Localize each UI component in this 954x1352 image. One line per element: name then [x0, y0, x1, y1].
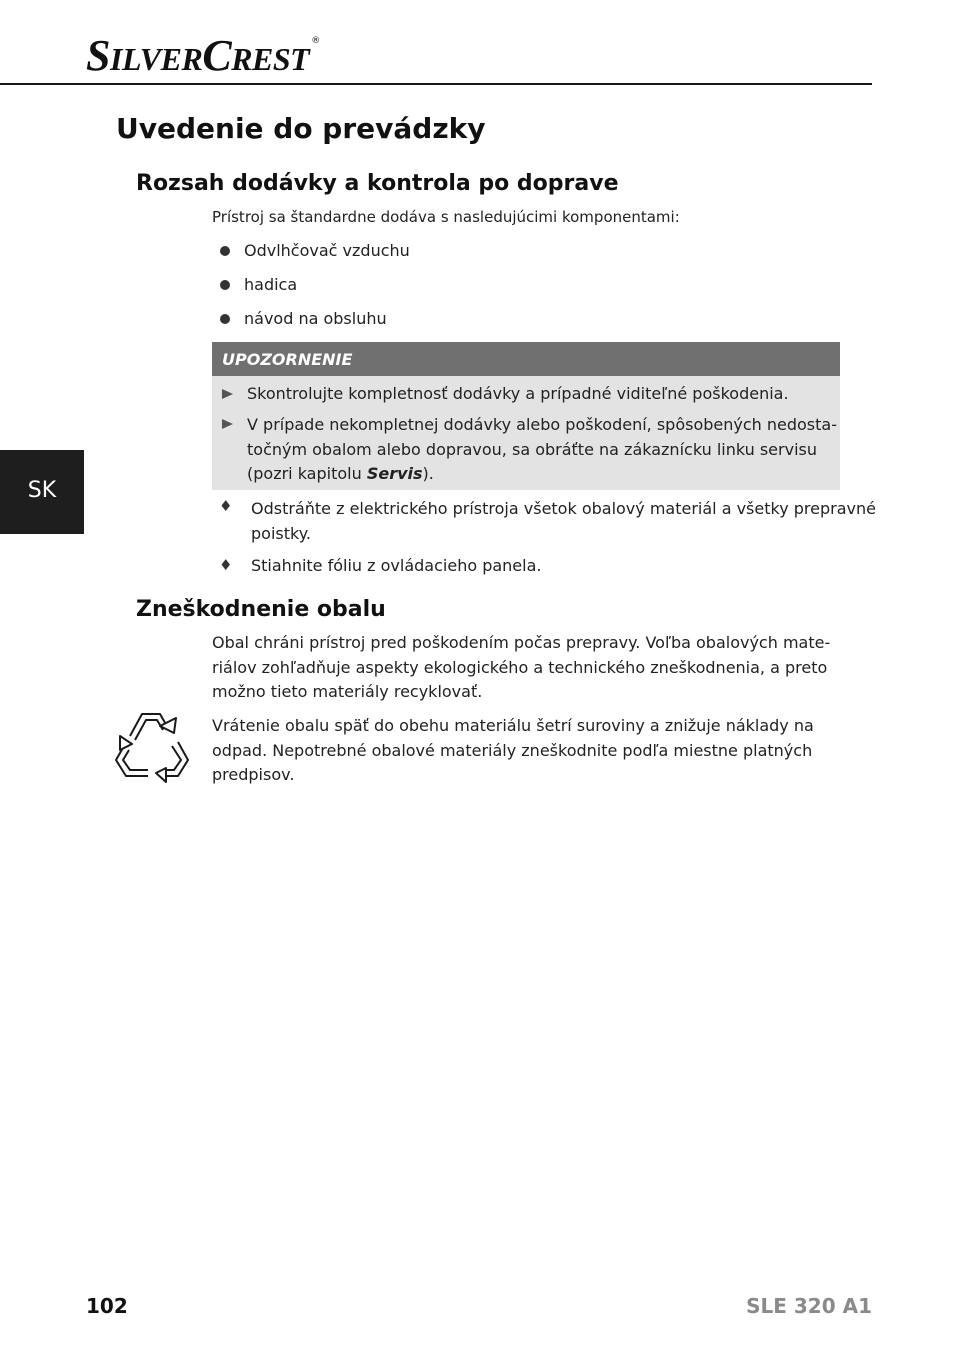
warning-item-2-line: točným obalom alebo dopravou, sa obráťte na zákaznícku linku servisu [247, 439, 817, 459]
disposal-paragraph-1 [212, 631, 830, 705]
logo-text: REST [231, 41, 310, 77]
warning-item-2 [247, 413, 837, 487]
list-item: Odvlhčovač vzduchu [244, 241, 410, 260]
disposal-paragraph-2 [212, 714, 814, 788]
warning-item-2-line [247, 462, 837, 487]
section-heading-delivery: Rozsah dodávky a kontrola po doprave [136, 171, 619, 196]
chapter-reference: Servis [366, 464, 423, 483]
bullet-icon [220, 246, 230, 256]
recycle-icon [108, 706, 194, 786]
step-2: Stiahnite fóliu z ovládacieho panela. [251, 556, 542, 575]
header-divider [0, 83, 872, 85]
paragraph-line: Vrátenie obalu späť do obehu materiálu šetrí suroviny a znižuje náklady na [212, 716, 814, 735]
diamond-bullet-icon: ♦ [219, 497, 233, 515]
logo-letter: C [202, 31, 232, 80]
section-heading-disposal: Zneškodnenie obalu [136, 597, 386, 622]
model-number: SLE 320 A1 [746, 1294, 872, 1318]
text-fragment: (pozri kapitolu [247, 464, 367, 483]
paragraph-line: odpad. Nepotrebné obalové materiály zneškodnite podľa miestne platných [212, 740, 813, 760]
logo-letter: S [86, 31, 110, 80]
warning-title: UPOZORNENIE [222, 350, 353, 369]
paragraph-line: predpisov. [212, 765, 295, 784]
bullet-icon [220, 280, 230, 290]
page-title: Uvedenie do prevádzky [116, 112, 486, 145]
list-item: návod na obsluhu [244, 309, 387, 328]
delivery-intro: Prístroj sa štandardne dodáva s nasledujúcimi komponentami: [212, 208, 680, 226]
step-line: poistky. [251, 524, 311, 543]
arrow-right-icon [222, 419, 233, 429]
bullet-icon [220, 314, 230, 324]
list-item: hadica [244, 275, 298, 294]
diamond-bullet-icon: ♦ [219, 556, 233, 574]
paragraph-line: možno tieto materiály recyklovať. [212, 682, 483, 701]
warning-item-1: Skontrolujte kompletnosť dodávky a prípadné viditeľné poškodenia. [247, 384, 789, 403]
warning-item-2-line: V prípade nekompletnej dodávky alebo poškodení, spôsobených nedosta- [247, 415, 837, 434]
page-number: 102 [86, 1294, 128, 1318]
registered-mark: ® [311, 36, 320, 46]
step-line: Odstráňte z elektrického prístroja všetok obalový materiál a všetky prepravné [251, 499, 876, 518]
arrow-right-icon [222, 389, 233, 399]
paragraph-line: Obal chráni prístroj pred poškodením počas prepravy. Voľba obalových mate- [212, 633, 831, 652]
paragraph-line: riálov zohľadňuje aspekty ekologického a technického zneškodnenia, a preto [212, 657, 828, 677]
brand-logo [86, 30, 346, 80]
text-fragment: ). [422, 464, 434, 483]
language-tab-label: SK [27, 478, 57, 503]
step-1 [251, 496, 876, 546]
logo-text: ILVER [109, 41, 203, 77]
